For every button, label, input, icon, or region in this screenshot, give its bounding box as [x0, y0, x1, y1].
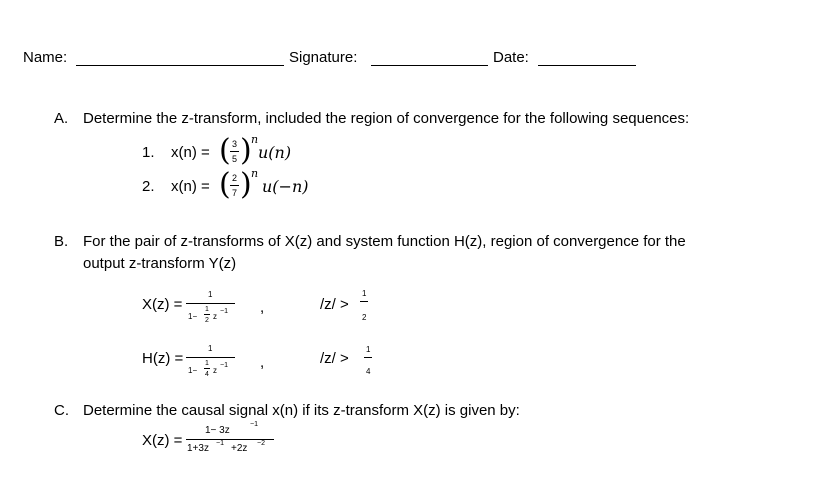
roc-numerator: 1 — [362, 289, 367, 298]
signature-label: Signature: — [289, 49, 358, 66]
equation-numerator: 1 — [208, 344, 213, 353]
numerator-exponent: −1 — [250, 421, 258, 428]
item-number: 2. — [142, 178, 155, 195]
equation-numerator: 1− 3z — [205, 425, 230, 436]
coefficient-bar — [204, 368, 210, 369]
denominator-variable: z — [213, 366, 217, 375]
coefficient-denominator: 2 — [205, 317, 209, 324]
right-paren: ) — [240, 167, 252, 202]
date-label: Date: — [493, 49, 529, 66]
roc-numerator: 1 — [366, 345, 371, 354]
denominator-variable: z — [213, 312, 217, 321]
denominator-term-a-exponent: −1 — [216, 440, 224, 447]
exponent: n — [251, 167, 259, 180]
denominator-exponent: −1 — [220, 362, 228, 369]
coefficient-numerator: 1 — [205, 306, 209, 313]
exponent: n — [251, 133, 259, 146]
section-b-letter: B. — [54, 233, 69, 250]
unit-step: u(−n) — [262, 177, 309, 196]
section-b-text-line2: output z-transform Y(z) — [83, 255, 237, 272]
fraction-denominator: 7 — [232, 188, 238, 198]
separator-comma: , — [260, 354, 265, 371]
denominator-term-b: +2z — [231, 443, 248, 454]
equation-fraction-bar — [186, 303, 235, 304]
section-a-text: Determine the z-transform, included the region of convergence for the following sequences: — [83, 110, 690, 127]
roc-label: /z/ > — [320, 350, 349, 367]
equation-fraction-bar — [186, 357, 235, 358]
equation-numerator: 1 — [208, 290, 213, 299]
equation-lhs: X(z) = — [142, 296, 183, 313]
denominator-term-a: 1+3z — [187, 443, 209, 454]
denominator-prefix: 1− — [188, 366, 198, 375]
equation-lhs: H(z) = — [142, 350, 184, 367]
section-b-text-line1: For the pair of z-transforms of X(z) and system function H(z), region of convergence for the — [83, 233, 686, 250]
name-label: Name: — [23, 49, 68, 66]
separator-comma: , — [260, 299, 265, 316]
roc-fraction-bar — [360, 301, 368, 302]
signature-field[interactable] — [371, 65, 488, 66]
item-lhs: x(n) = — [171, 178, 210, 195]
coefficient-denominator: 4 — [205, 371, 209, 378]
coefficient-bar — [204, 314, 210, 315]
right-paren: ) — [240, 133, 252, 168]
fraction-numerator: 2 — [232, 173, 238, 183]
unit-step: u(n) — [258, 143, 292, 162]
denominator-prefix: 1− — [188, 312, 198, 321]
item-lhs: x(n) = — [171, 144, 210, 161]
section-c-letter: C. — [54, 402, 69, 419]
equation-lhs: X(z) = — [142, 432, 183, 449]
item-number: 1. — [142, 144, 155, 161]
left-paren: ( — [219, 133, 231, 168]
name-field[interactable] — [76, 65, 284, 66]
roc-fraction-bar — [364, 357, 372, 358]
roc-label: /z/ > — [320, 296, 349, 313]
denominator-exponent: −1 — [220, 308, 228, 315]
fraction-bar — [230, 185, 239, 186]
fraction-numerator: 3 — [232, 139, 238, 149]
section-c-text: Determine the causal signal x(n) if its z-transform X(z) is given by: — [83, 402, 520, 419]
roc-denominator: 4 — [366, 367, 371, 376]
date-field[interactable] — [538, 65, 636, 66]
roc-denominator: 2 — [362, 313, 367, 322]
section-a-letter: A. — [54, 110, 69, 127]
fraction-denominator: 5 — [232, 154, 238, 164]
fraction-bar — [230, 151, 239, 152]
denominator-term-b-exponent: −2 — [257, 440, 265, 447]
left-paren: ( — [219, 167, 231, 202]
coefficient-numerator: 1 — [205, 360, 209, 367]
